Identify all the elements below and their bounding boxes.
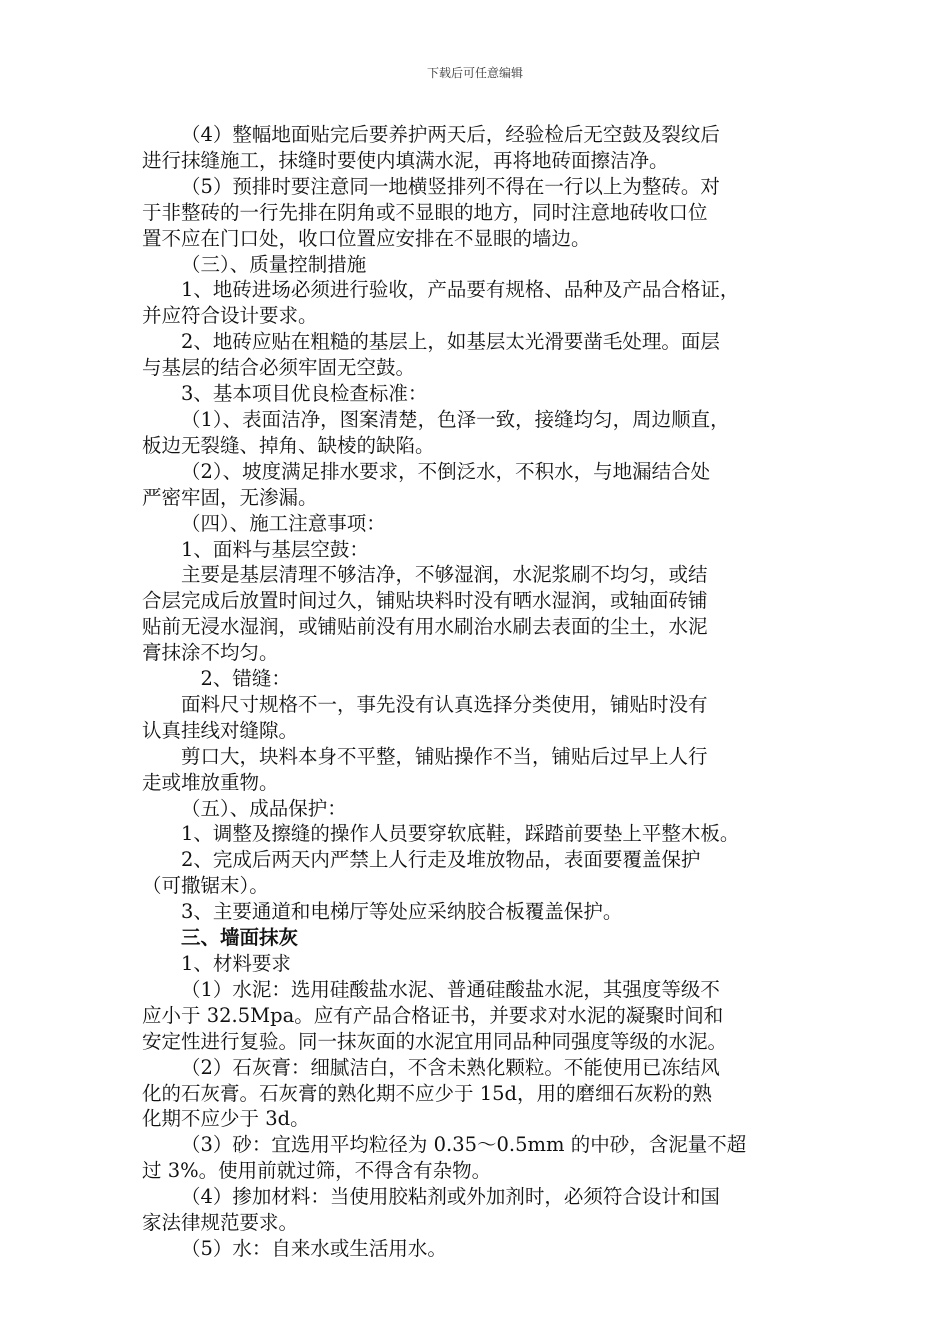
text-line: （三）、质量控制措施 xyxy=(181,252,367,276)
text-line: （1）水泥：选用硅酸盐水泥、普通硅酸盐水泥，其强度等级不 xyxy=(181,977,720,1001)
text-line: 化的石灰膏。石灰膏的熟化期不应少于 15d，用的磨细石灰粉的熟 xyxy=(142,1081,712,1105)
text-line: （4）整幅地面贴完后要养护两天后，经验检后无空鼓及裂纹后 xyxy=(181,123,720,146)
text-line: （5）水：自来水或生活用水。 xyxy=(181,1236,447,1260)
paragraph xyxy=(142,1236,810,1262)
paragraph xyxy=(142,977,810,1055)
text-line: 家法律规范要求。 xyxy=(142,1211,299,1235)
text-line: （2）石灰膏：细腻洁白，不含未熟化颗粒。不能使用已冻结风 xyxy=(181,1055,720,1079)
text-line: 1、材料要求 xyxy=(181,952,291,975)
paragraph xyxy=(142,562,810,666)
paragraph xyxy=(142,407,810,459)
paragraph xyxy=(142,692,810,744)
paragraph xyxy=(142,744,810,796)
text-line: 1、面料与基层空鼓： xyxy=(181,537,369,561)
text-line: 走或堆放重物。 xyxy=(142,770,279,794)
paragraph xyxy=(142,1132,810,1184)
text-line: （2）、坡度满足排水要求，不倒泛水，不积水，与地漏结合处 xyxy=(181,459,711,483)
text-line: 置不应在门口处，收口位置应安排在不显眼的墙边。 xyxy=(142,226,591,250)
text-line: 并应符合设计要求。 xyxy=(142,304,318,328)
document-body xyxy=(142,122,810,1262)
text-line: （3）砂：宜选用平均粒径为 0.35～0.5mm 的中砂，含泥量不超 xyxy=(181,1133,747,1157)
paragraph xyxy=(142,381,810,407)
text-line: 3、基本项目优良检查标准： xyxy=(181,382,428,406)
text-line: 2、地砖应贴在粗糙的基层上，如基层太光滑要凿毛处理。面层 xyxy=(181,330,720,354)
text-line: 3、主要通道和电梯厅等处应采纳胶合板覆盖保护。 xyxy=(181,900,623,924)
text-line: 进行抹缝施工，抹缝时要使内填满水泥，再将地砖面擦洁净。 xyxy=(142,148,669,172)
paragraph xyxy=(142,329,810,381)
text-line: 安定性进行复验。同一抹灰面的水泥宜用同品种同强度等级的水泥。 xyxy=(142,1029,728,1053)
text-line: 应小于 32.5Mpa。应有产品合格证书，并要求对水泥的凝聚时间和 xyxy=(142,1003,724,1027)
text-line: （1）、表面洁净，图案清楚，色泽一致，接缝均匀，周边顺直， xyxy=(181,407,730,431)
paragraph xyxy=(142,1055,810,1133)
text-line: 三、墙面抹灰 xyxy=(181,926,299,950)
paragraph xyxy=(142,796,810,822)
text-line: 1、地砖进场必须进行验收，产品要有规格、品种及产品合格证， xyxy=(181,278,740,302)
text-line: 合层完成后放置时间过久，铺贴块料时没有晒水湿润，或轴面砖铺 xyxy=(142,589,708,613)
paragraph xyxy=(142,666,810,692)
paragraph xyxy=(142,821,810,847)
text-line: 板边无裂缝、掉角、缺棱的缺陷。 xyxy=(142,433,435,457)
paragraph xyxy=(142,174,810,252)
paragraph xyxy=(142,1184,810,1236)
text-line: 剪口大，块料本身不平整，铺贴操作不当，铺贴后过早上人行 xyxy=(181,744,708,768)
text-line: 膏抹涂不均匀。 xyxy=(142,641,279,665)
paragraph xyxy=(142,511,810,537)
paragraph xyxy=(142,951,810,977)
text-line: 主要是基层清理不够洁净，不够湿润，水泥浆刷不均匀，或结 xyxy=(181,563,708,587)
section-heading xyxy=(142,925,810,951)
text-line: （4）掺加材料：当使用胶粘剂或外加剂时，必须符合设计和国 xyxy=(181,1185,720,1209)
text-line: （四）、施工注意事项： xyxy=(181,511,386,535)
text-line: 贴前无浸水湿润，或铺贴前没有用水刷治水刷去表面的尘土，水泥 xyxy=(142,615,708,639)
paragraph xyxy=(142,252,810,278)
page-header: 下载后可任意编辑 xyxy=(426,66,523,80)
text-line: 过 3%。使用前就过筛，不得含有杂物。 xyxy=(142,1159,492,1183)
text-line: 化期不应少于 3d。 xyxy=(142,1107,310,1131)
paragraph xyxy=(142,847,810,899)
paragraph xyxy=(142,277,810,329)
paragraph xyxy=(142,122,810,174)
text-line: 与基层的结合必须牢固无空鼓。 xyxy=(142,356,416,380)
text-line: （5）预排时要注意同一地横竖排列不得在一行以上为整砖。对 xyxy=(181,174,720,198)
paragraph xyxy=(142,537,810,563)
paragraph xyxy=(142,459,810,511)
text-line: 2、错缝： xyxy=(200,667,291,691)
text-line: 严密牢固，无渗漏。 xyxy=(142,485,318,509)
text-line: 2、完成后两天内严禁上人行走及堆放物品，表面要覆盖保护 xyxy=(181,848,701,872)
text-line: （五）、成品保护： xyxy=(181,796,347,820)
text-line: 面料尺寸规格不一，事先没有认真选择分类使用，铺贴时没有 xyxy=(181,692,708,716)
text-line: 于非整砖的一行先排在阴角或不显眼的地方，同时注意地砖收口位 xyxy=(142,200,708,224)
text-line: 认真挂线对缝隙。 xyxy=(142,718,299,742)
text-line: 1、调整及擦缝的操作人员要穿软底鞋，踩踏前要垫上平整木板。 xyxy=(181,822,740,846)
paragraph xyxy=(142,899,810,925)
text-line: （可撒锯末）。 xyxy=(142,874,269,898)
